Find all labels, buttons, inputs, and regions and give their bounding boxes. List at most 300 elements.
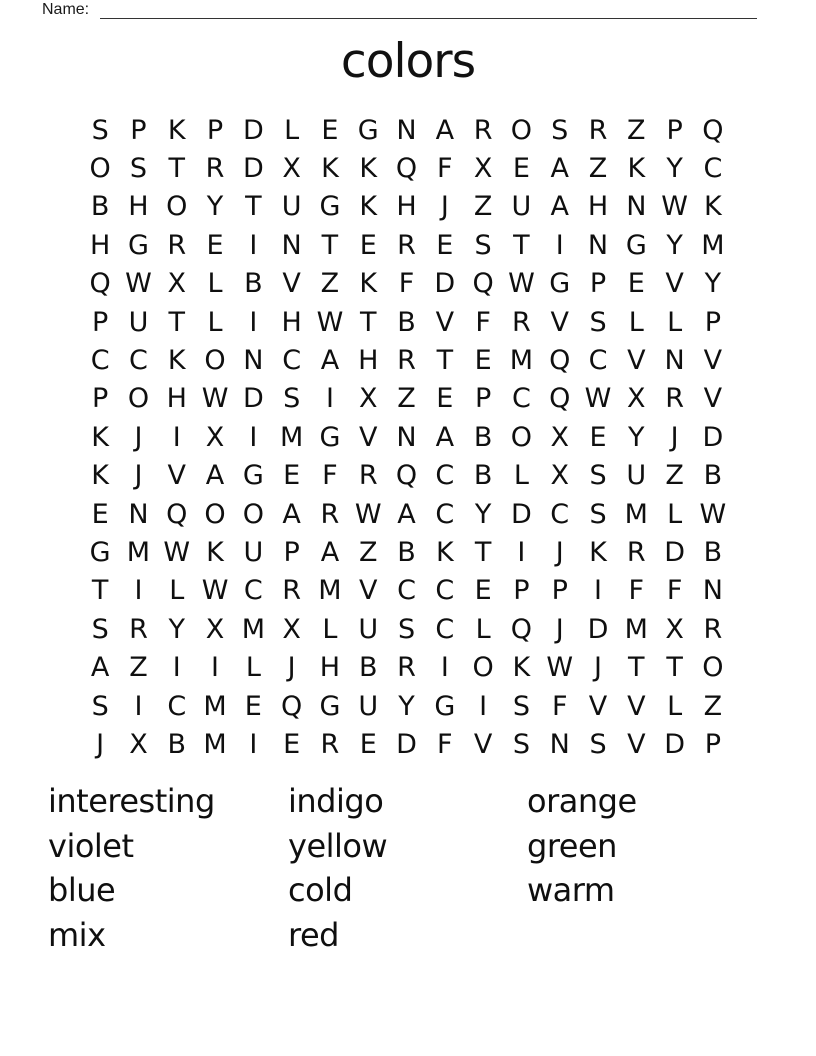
grid-cell: I [134,575,143,607]
word-column [288,779,387,957]
grid-cell: B [397,306,416,338]
grid-cell: D [396,728,417,760]
grid-cell: R [167,229,187,261]
grid-cell: U [511,191,532,223]
grid-cell: D [242,383,264,415]
grid-cell: D [434,268,456,300]
grid-cell: L [207,306,223,338]
grid-cell: C [282,345,302,377]
grid-cell: O [510,114,533,146]
grid-cell: X [129,728,148,760]
grid-cell: J [594,652,602,684]
grid-cell: X [167,268,186,300]
grid-cell: G [434,690,456,722]
grid-cell: U [281,191,302,223]
grid-cell: F [322,460,338,492]
grid-cell: I [172,421,181,453]
grid-cell: I [555,229,564,261]
grid-cell: N [626,191,647,223]
grid-cell: Q [702,114,724,146]
grid-cell: K [359,268,378,300]
grid-cell: E [359,229,377,261]
grid-cell: L [322,613,338,645]
grid-cell: P [130,114,147,146]
grid-cell: W [125,268,152,300]
name-blank-line [100,3,757,19]
grid-cell: I [211,652,220,684]
grid-cell: W [699,498,727,530]
grid-cell: Y [474,498,492,530]
grid-cell: Q [166,498,188,530]
grid-cell: D [242,153,264,185]
grid-cell: L [513,460,529,492]
grid-cell: J [96,728,105,760]
grid-cell: E [436,229,454,261]
grid-cell: M [126,536,151,568]
grid-cell: O [204,498,226,530]
grid-cell: P [92,306,109,338]
grid-cell: Q [510,613,533,645]
grid-cell: S [589,306,607,338]
grid-cell: Y [206,191,224,223]
grid-cell: U [243,536,264,568]
grid-cell: Q [395,153,418,185]
grid-cell: E [244,690,262,722]
grid-cell: G [319,191,341,223]
grid-cell: E [474,345,492,377]
word-item: warm [527,871,615,909]
grid-cell: Q [549,383,571,415]
grid-cell: X [550,421,569,453]
grid-cell: K [167,114,186,146]
grid-cell: B [90,191,110,223]
grid-cell: K [627,153,646,185]
grid-cell: I [249,306,258,338]
grid-cell: R [512,306,531,338]
word-item: green [527,826,617,865]
grid-cell: T [245,191,262,223]
grid-cell: Y [704,268,722,300]
grid-cell: N [396,421,417,453]
grid-cell: C [550,498,570,530]
grid-cell: I [249,421,258,453]
grid-cell: T [436,345,454,377]
grid-cell: X [550,460,569,492]
grid-cell: K [359,191,378,223]
grid-cell: V [665,268,684,300]
grid-cell: F [628,575,645,607]
grid-cell: X [665,613,684,645]
grid-cell: V [703,383,723,415]
word-item: indigo [288,782,384,820]
grid-cell: X [358,383,378,415]
grid-cell: F [398,268,415,300]
grid-cell: J [670,421,679,453]
grid-cell: O [472,652,494,684]
grid-cell: E [474,575,492,607]
grid-cell: S [283,383,301,415]
word-item: blue [48,871,116,909]
grid-cell: O [89,153,111,185]
grid-cell: W [584,383,612,415]
letter-grid [81,111,732,764]
grid-cell: N [243,345,264,377]
grid-cell: Z [320,268,340,300]
grid-cell: B [397,536,416,568]
grid-cell: J [287,652,296,684]
grid-cell: P [206,114,224,146]
word-column [527,779,637,913]
grid-cell: X [205,613,225,645]
grid-cell: R [703,613,723,645]
grid-cell: Y [398,690,415,722]
grid-cell: S [551,114,569,146]
grid-cell: D [587,613,609,645]
grid-cell: I [325,383,334,415]
grid-cell: J [134,460,143,492]
grid-cell: W [354,498,382,530]
grid-cell: W [661,191,688,223]
grid-cell: C [129,345,148,377]
grid-cell: E [627,268,645,300]
grid-cell: Q [549,345,571,377]
grid-cell: H [281,306,302,338]
word-item: violet [48,826,134,865]
grid-cell: V [282,268,301,300]
grid-cell: Y [168,613,185,645]
grid-cell: W [508,268,535,300]
grid-cell: N [664,345,685,377]
grid-cell: G [127,229,149,261]
grid-cell: K [321,153,339,185]
grid-cell: O [510,421,533,453]
word-item: interesting [48,782,215,820]
grid-cell: D [242,114,264,146]
grid-cell: E [436,383,454,415]
grid-cell: M [624,498,648,530]
grid-cell: U [128,306,149,338]
grid-cell: I [172,652,181,684]
grid-cell: R [320,498,340,530]
grid-cell: K [704,191,722,223]
grid-cell: E [283,728,301,760]
grid-cell: M [509,345,534,377]
grid-cell: C [703,153,723,185]
grid-cell: T [168,153,185,185]
grid-cell: M [279,421,304,453]
grid-cell: H [587,191,609,223]
page-title: colors [340,34,476,89]
grid-cell: H [166,383,187,415]
grid-cell: S [512,728,530,760]
grid-cell: X [473,153,493,185]
grid-cell: V [358,575,378,607]
grid-cell: W [163,536,191,568]
grid-cell: L [169,575,185,607]
grid-cell: P [92,383,109,415]
grid-cell: X [627,383,646,415]
grid-cell: G [242,460,264,492]
grid-cell: R [626,536,646,568]
grid-cell: E [283,460,301,492]
grid-cell: G [625,229,647,261]
grid-cell: R [397,345,416,377]
grid-cell: X [282,153,301,185]
grid-cell: T [666,652,683,684]
grid-cell: Z [588,153,608,185]
grid-cell: R [473,114,493,146]
grid-cell: O [204,345,226,377]
grid-cell: K [512,652,531,684]
grid-cell: G [549,268,571,300]
grid-cell: B [473,421,493,453]
grid-cell: V [167,460,186,492]
grid-cell: I [249,229,258,261]
grid-cell: K [91,460,109,492]
grid-cell: B [703,460,723,492]
grid-cell: P [283,536,300,568]
grid-cell: P [589,268,607,300]
grid-cell: T [91,575,109,607]
grid-cell: M [624,613,648,645]
grid-cell: F [437,728,453,760]
grid-cell: S [397,613,416,645]
grid-cell: V [473,728,493,760]
grid-cell: E [512,153,530,185]
word-item: cold [288,871,353,909]
grid-cell: R [397,652,416,684]
grid-cell: F [437,153,453,185]
grid-cell: T [513,229,530,261]
grid-cell: U [358,690,379,722]
grid-cell: O [127,383,150,415]
grid-cell: Y [628,421,645,453]
grid-cell: L [245,652,261,684]
word-item: red [288,915,339,954]
grid-cell: H [319,652,341,684]
grid-cell: I [134,690,143,722]
grid-cell: C [397,575,416,607]
grid-cell: V [550,306,569,338]
grid-cell: T [321,229,339,261]
grid-cell: M [203,690,227,722]
grid-cell: S [512,690,530,722]
grid-cell: S [589,460,607,492]
grid-cell: F [475,306,491,338]
grid-cell: M [203,728,227,760]
grid-cell: C [435,613,455,645]
grid-cell: L [284,114,300,146]
grid-cell: V [435,306,455,338]
grid-cell: J [134,421,143,453]
grid-cell: A [550,191,569,223]
word-item: yellow [288,826,388,865]
grid-cell: B [473,460,493,492]
grid-cell: M [318,575,342,607]
grid-cell: Y [666,153,683,185]
grid-cell: C [588,345,608,377]
grid-cell: A [550,153,569,185]
grid-cell: A [282,498,301,530]
grid-cell: K [435,536,454,568]
grid-cell: W [201,575,229,607]
grid-cell: H [396,191,417,223]
grid-cell: O [242,498,264,530]
grid-cell: Z [665,460,684,492]
grid-cell: I [249,728,258,760]
grid-cell: Q [89,268,111,300]
grid-cell: R [320,728,340,760]
grid-cell: V [627,345,646,377]
grid-cell: P [704,306,722,338]
grid-cell: A [320,345,340,377]
grid-cell: M [241,613,265,645]
grid-cell: V [627,690,646,722]
grid-cell: L [628,306,644,338]
grid-cell: Z [358,536,378,568]
grid-cell: O [702,652,724,684]
name-label: Name: [42,1,90,18]
grid-cell: H [89,229,111,261]
grid-cell: E [359,728,377,760]
grid-cell: B [244,268,263,300]
grid-cell: T [359,306,377,338]
grid-cell: S [91,613,109,645]
word-column [48,779,215,957]
grid-cell: Z [473,191,493,223]
grid-cell: B [703,536,723,568]
grid-cell: V [358,421,378,453]
grid-cell: I [440,652,449,684]
grid-cell: F [551,690,568,722]
grid-cell: P [474,383,492,415]
grid-cell: R [397,229,416,261]
grid-cell: C [435,460,455,492]
grid-cell: R [588,114,608,146]
grid-cell: J [440,191,449,223]
grid-cell: E [206,229,224,261]
grid-cell: C [167,690,187,722]
grid-cell: V [627,728,646,760]
grid-cell: I [479,690,488,722]
grid-cell: J [555,536,564,568]
grid-cell: N [396,114,417,146]
grid-cell: D [511,498,532,530]
grid-cell: K [359,153,378,185]
grid-cell: Q [472,268,494,300]
grid-cell: H [128,191,149,223]
grid-cell: X [282,613,301,645]
grid-cell: A [90,652,110,684]
grid-cell: K [91,421,109,453]
grid-cell: G [319,421,341,453]
grid-cell: J [555,613,564,645]
grid-cell: Z [397,383,416,415]
grid-cell: A [320,536,340,568]
grid-cell: S [91,690,109,722]
grid-cell: W [316,306,344,338]
grid-cell: W [546,652,574,684]
grid-cell: K [167,345,186,377]
grid-cell: M [701,229,725,261]
grid-cell: L [667,306,683,338]
grid-cell: R [282,575,302,607]
grid-cell: S [474,229,492,261]
grid-cell: G [89,536,111,568]
grid-cell: D [664,728,685,760]
grid-cell: H [358,345,379,377]
grid-cell: P [513,575,530,607]
grid-cell: Z [129,652,148,684]
grid-cell: T [474,536,492,568]
grid-cell: C [511,383,531,415]
grid-cell: C [435,575,455,607]
grid-cell: E [589,421,607,453]
grid-cell: A [397,498,416,530]
grid-cell: G [319,690,341,722]
grid-cell: Z [703,690,723,722]
grid-cell: F [666,575,683,607]
grid-cell: O [166,191,188,223]
grid-cell: T [168,306,185,338]
word-item: mix [48,915,106,954]
grid-cell: N [549,728,570,760]
grid-cell: U [626,460,647,492]
grid-cell: R [205,153,225,185]
grid-cell: N [587,229,609,261]
grid-cell: N [702,575,723,607]
grid-cell: R [665,383,684,415]
grid-cell: R [129,613,148,645]
grid-cell: P [551,575,568,607]
grid-cell: G [357,114,379,146]
grid-cell: E [321,114,339,146]
grid-cell: X [205,421,225,453]
grid-cell: T [628,652,645,684]
grid-cell: N [128,498,149,530]
grid-cell: A [205,460,225,492]
grid-cell: A [435,421,455,453]
grid-cell: Z [627,114,646,146]
grid-cell: N [281,229,302,261]
grid-cell: C [435,498,455,530]
word-item: orange [527,782,637,820]
grid-cell: I [594,575,602,607]
grid-cell: V [588,690,608,722]
grid-cell: V [703,345,723,377]
grid-cell: D [702,421,724,453]
grid-cell: Q [395,460,418,492]
grid-cell: S [91,114,109,146]
grid-cell: U [358,613,379,645]
grid-cell: B [358,652,378,684]
grid-cell: C [243,575,263,607]
grid-cell: S [589,498,607,530]
grid-cell: B [167,728,186,760]
grid-cell: S [129,153,148,185]
grid-cell: R [358,460,378,492]
grid-cell: K [206,536,224,568]
grid-cell: E [91,498,109,530]
grid-cell: L [667,498,683,530]
grid-cell: S [589,728,607,760]
grid-cell: A [435,114,455,146]
grid-cell: P [704,728,722,760]
grid-cell: W [201,383,229,415]
grid-cell: P [666,114,683,146]
grid-cell: Y [666,229,683,261]
grid-cell: Q [281,690,303,722]
